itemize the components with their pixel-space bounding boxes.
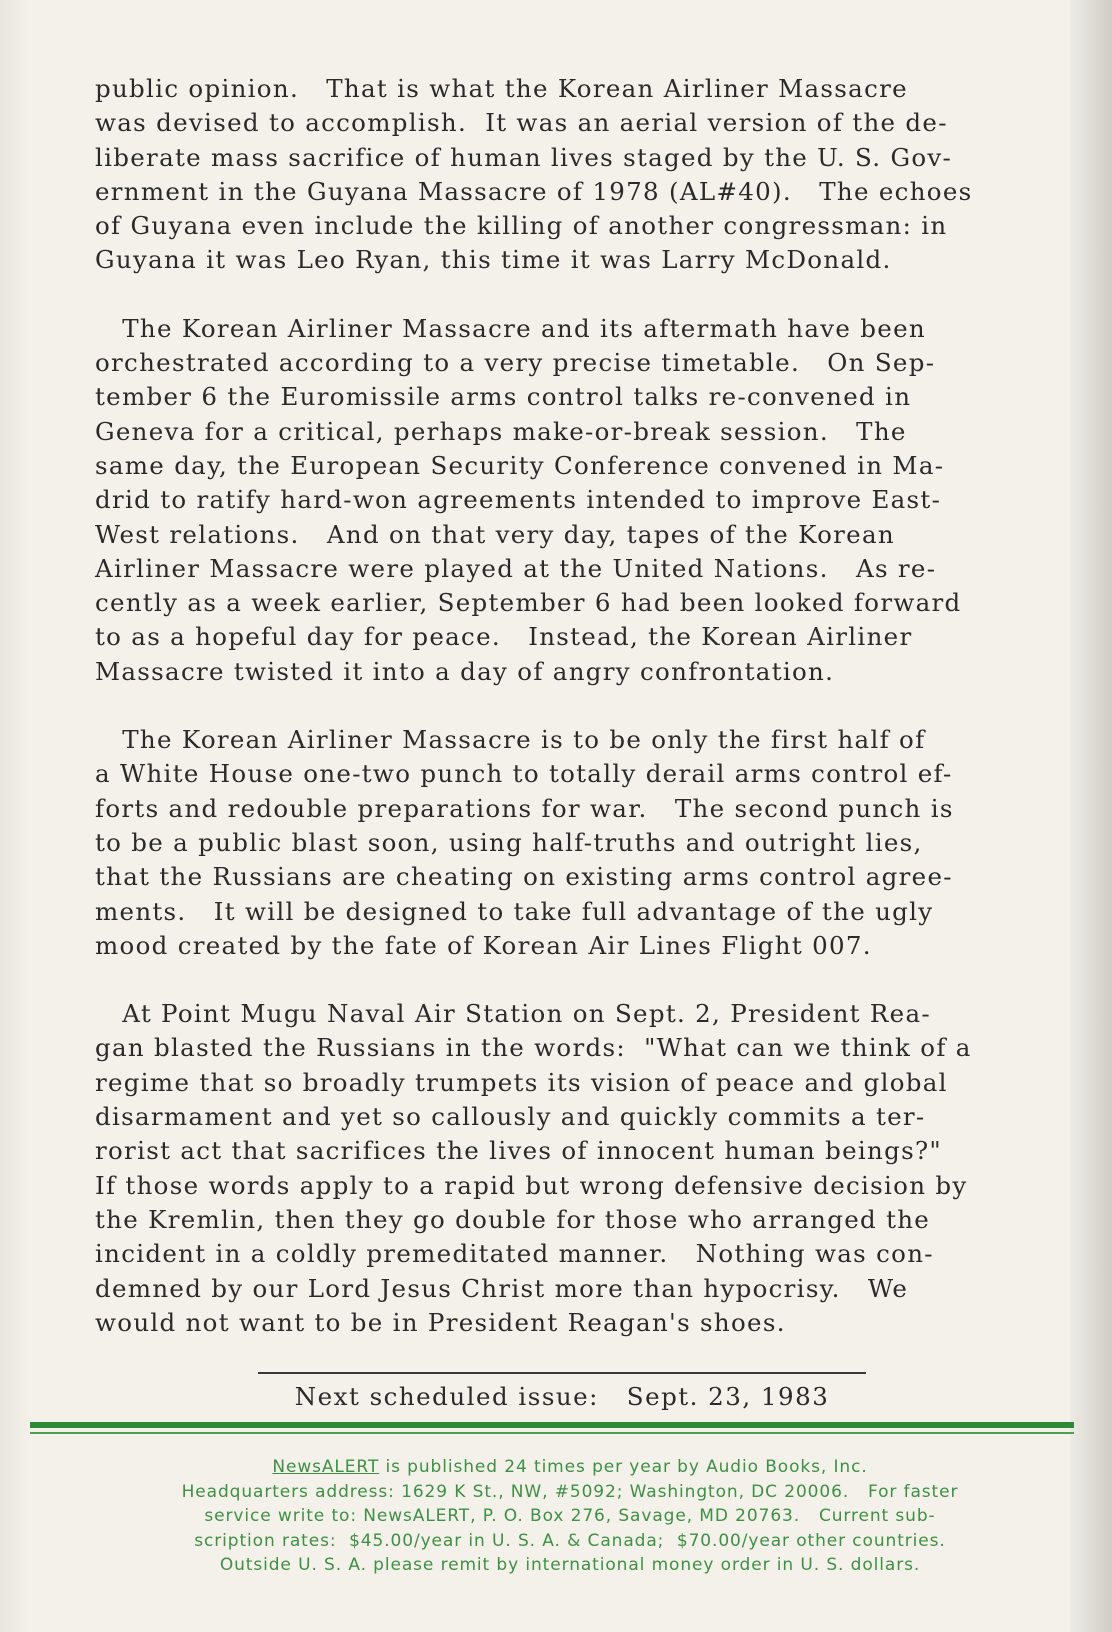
text-line: tember 6 the Euromissile arms control talks re-convened in	[95, 382, 912, 412]
article-body	[95, 72, 1055, 1374]
text-line: mood created by the fate of Korean Air Lines Flight 007.	[95, 930, 872, 960]
text-line: regime that so broadly trumpets its vision of peace and global	[95, 1067, 948, 1097]
text-line: At Point Mugu Naval Air Station on Sept. 2, President Rea-	[95, 999, 931, 1029]
paragraph-1	[95, 72, 1055, 278]
publisher-line-1	[110, 1455, 1030, 1480]
paragraph-3	[95, 723, 1055, 963]
publisher-info	[110, 1455, 1030, 1578]
brand-name: NewsALERT	[272, 1457, 380, 1477]
text-line: of Guyana even include the killing of another congressman: in	[95, 211, 948, 241]
text-line: was devised to accomplish. It was an aerial version of the de-	[95, 108, 948, 138]
text-line: public opinion. That is what the Korean Airliner Massacre	[95, 74, 908, 103]
text-line: would not want to be in President Reagan's shoes.	[95, 1307, 786, 1337]
text-line: that the Russians are cheating on existing arms control agree-	[95, 862, 953, 892]
next-issue-notice: Next scheduled issue: Sept. 23, 1983	[258, 1372, 866, 1411]
text-line: ernment in the Guyana Massacre of 1978 (AL#40). The echoes	[95, 176, 973, 206]
text-line: forts and redouble preparations for war. The second punch is	[95, 793, 954, 823]
text-line: Massacre twisted it into a day of angry confrontation.	[95, 656, 835, 686]
paragraph-2	[95, 312, 1055, 689]
text-line: liberate mass sacrifice of human lives staged by the U. S. Gov-	[95, 142, 953, 172]
text-line: Guyana it was Leo Ryan, this time it was Larry McDonald.	[95, 245, 892, 275]
text-line: drid to ratify hard-won agreements intended to improve East-	[95, 485, 942, 515]
text-line: to as a hopeful day for peace. Instead, the Korean Airliner	[95, 622, 913, 652]
text-line: Geneva for a critical, perhaps make-or-break session. The	[95, 416, 907, 446]
text-line: demned by our Lord Jesus Christ more than hypocrisy. We	[95, 1273, 909, 1303]
text-line: same day, the European Security Conference convened in Ma-	[95, 450, 945, 480]
text-line: disarmament and yet so callously and quickly commits a ter-	[95, 1102, 926, 1132]
text-line: the Kremlin, then they go double for those who arranged the	[95, 1204, 931, 1234]
text-line: ments. It will be designed to take full advantage of the ugly	[95, 896, 934, 926]
text-line: gan blasted the Russians in the words: "What can we think of a	[95, 1033, 972, 1063]
text-line: The Korean Airliner Massacre is to be only the first half of	[95, 725, 926, 755]
paragraph-4	[95, 997, 1055, 1340]
text-line: to be a public blast soon, using half-truths and outright lies,	[95, 827, 923, 857]
publisher-line-5: Outside U. S. A. please remit by international money order in U. S. dollars.	[219, 1555, 921, 1576]
publisher-line-2: Headquarters address: 1629 K St., NW, #5092; Washington, DC 20006. For faster	[181, 1481, 959, 1502]
text-line: If those words apply to a rapid but wrong defensive decision by	[95, 1170, 968, 1200]
publisher-line-3: service write to: NewsALERT, P. O. Box 276, Savage, MD 20763. Current sub-	[204, 1506, 936, 1527]
publisher-line-1-text: is published 24 times per year by Audio Books, Inc.	[379, 1457, 868, 1477]
text-line: The Korean Airliner Massacre and its aftermath have been	[95, 313, 926, 343]
text-line: Airliner Massacre were played at the United Nations. As re-	[95, 553, 937, 583]
footer-divider	[30, 1422, 1074, 1428]
text-line: orchestrated according to a very precise timetable. On Sep-	[95, 348, 936, 378]
text-line: incident in a coldly premeditated manner. Nothing was con-	[95, 1239, 934, 1269]
text-line: rorist act that sacrifices the lives of innocent human beings?"	[95, 1136, 942, 1166]
text-line: cently as a week earlier, September 6 had been looked forward	[95, 588, 962, 618]
text-line: a White House one-two punch to totally derail arms control ef-	[95, 759, 953, 789]
footer-divider-thin	[30, 1432, 1074, 1434]
page-left-edge	[0, 0, 30, 1632]
page-right-edge	[1070, 0, 1112, 1632]
publisher-line-4: scription rates: $45.00/year in U. S. A. & Canada; $70.00/year other countries.	[194, 1530, 946, 1551]
text-line: West relations. And on that very day, tapes of the Korean	[95, 519, 895, 549]
